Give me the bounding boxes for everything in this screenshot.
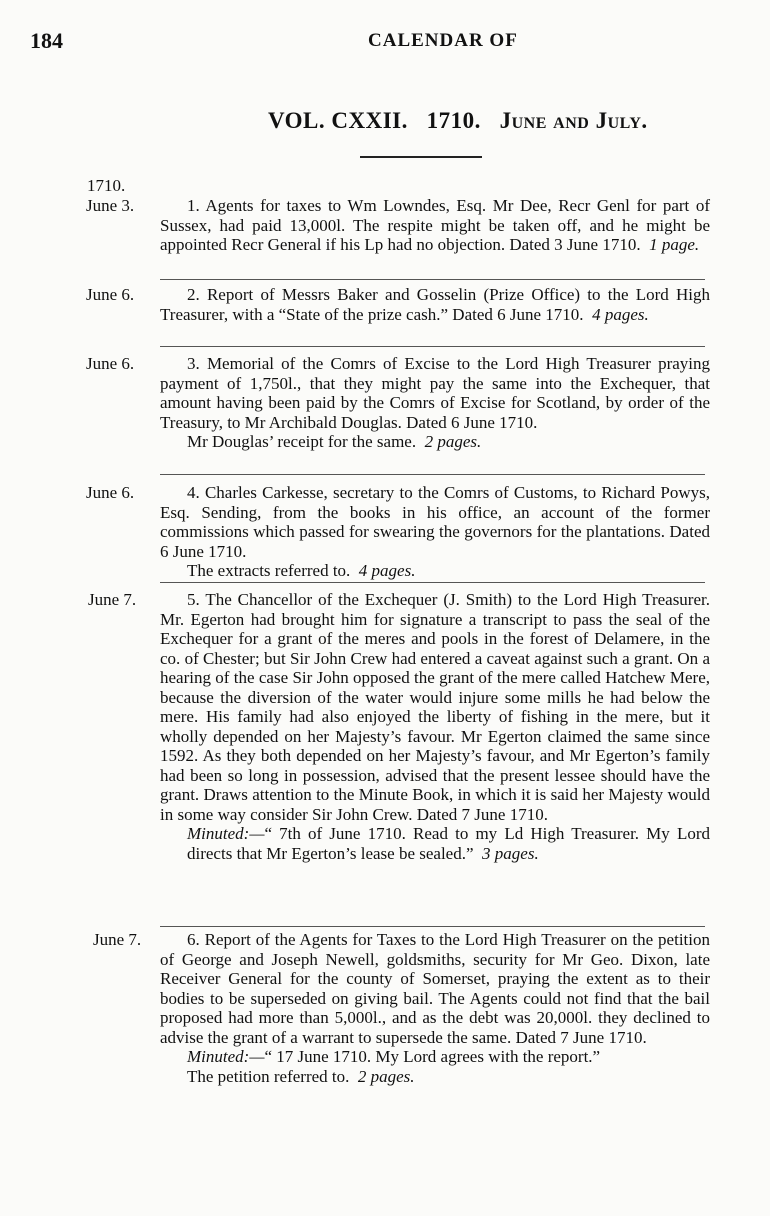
page-count: 2 pages. <box>424 432 482 451</box>
entry-divider <box>160 474 705 475</box>
entry-text: 3. Memorial of the Comrs of Excise to the Lord High Treasurer praying payment of 1,750l., that they might pay the same into the Exchequer, that amount having been paid by the Comrs of Excise for Scotland, by order of the Treasury, to Mr Archibald Douglas. Dated 6 June 1710. <box>160 354 710 432</box>
page-count: 4 pages. <box>592 304 649 324</box>
page-count: 2 pages. <box>357 1066 415 1086</box>
entry-text: 4. Charles Carkesse, secretary to the Comrs of Customs, to Richard Powys, Esq. Sending, from the books in his office, an account of the former commissions which passed for swearing the governors for the plantations. Dated 6 June 1710. <box>160 483 710 561</box>
minute-label: Minuted:— <box>187 824 265 843</box>
minute-text: “ 17 June 1710. My Lord agrees with the report.” <box>264 1047 601 1066</box>
entry-body <box>160 483 710 581</box>
entry-text: 2. Report of Messrs Baker and Gosselin (Prize Office) to the Lord High Treasurer, with a “State of the prize cash.” Dated 6 June 1710. <box>160 285 710 324</box>
running-title: CALENDAR OF <box>368 30 518 51</box>
volume-year: 1710. <box>426 108 481 133</box>
minute-text: “ 7th of June 1710. Read to my Ld High Treasurer. My Lord directs that Mr Egerton’s lease be sealed.” <box>187 824 710 863</box>
volume-months: June and July. <box>499 108 648 133</box>
entry-divider <box>160 346 705 347</box>
volume-heading <box>268 108 648 134</box>
entry-body <box>160 354 710 452</box>
entry-text: 5. The Chancellor of the Exchequer (J. Smith) to the Lord High Treasurer. Mr. Egerton had brought him for signature a transcript to pass the seal of the Exchequer for a grant of the meres and pools in the forest of Delamere, in the co. of Chester; but Sir John Crew had entered a caveat against such a grant. On a hearing of the case Sir John opposed the grant of the mere called Hatchew Mere, because the diversion of the water would injure some mills he had below the mere. His family had also enjoyed the liberty of fishing in the mere, but it wholly depended on her Majesty’s favour. Mr Egerton claimed the same since 1592. As they both depended on her Majesty’s favour, and Mr Egerton’s family had been so long in possession, advised that the present lessee should have the grant. Draws attention to the Minute Book, in which it is said her Majesty would in some way consider Sir John Crew. Dated 7 June 1710. <box>160 590 710 824</box>
entry-date: June 6. <box>86 354 135 373</box>
volume-number: VOL. CXXII. <box>268 108 408 133</box>
entry-enclosure: The extracts referred to. <box>187 561 351 580</box>
page-count: 4 pages. <box>358 561 416 580</box>
entry-date: June 3. <box>86 196 135 215</box>
minute-label: Minuted:— <box>187 1047 265 1066</box>
entry-enclosure: Mr Douglas’ receipt for the same. <box>187 432 417 451</box>
page-number: 184 <box>30 28 63 53</box>
page-count: 1 page. <box>649 235 700 254</box>
entry-date: June 7. <box>88 590 137 609</box>
entry-divider <box>160 582 705 583</box>
entry-divider <box>160 279 705 280</box>
year-label: 1710. <box>87 176 126 195</box>
entry-body <box>160 285 710 324</box>
entry-date: June 6. <box>86 285 135 304</box>
entry-body <box>160 196 710 255</box>
entry-divider <box>160 926 705 927</box>
entry-body <box>160 930 710 1086</box>
heading-rule <box>360 156 482 158</box>
entry-date: June 6. <box>86 483 135 502</box>
entry-text: 1. Agents for taxes to Wm Lowndes, Esq. Mr Dee, Recr Genl for part of Sussex, had paid 13,000l. The respite might be taken off, and he might be appointed Recr General if his Lp had no objection. Dated 3 June 1710. <box>160 196 710 254</box>
entry-text: 6. Report of the Agents for Taxes to the Lord High Treasurer on the petition of George and Joseph Newell, goldsmiths, security for Mr Geo. Dixon, late Receiver General for the county of Somerset, praying the extent as to their bodies to be superseded on giving bail. The Agents could not find that the bail proposed had more than 5,000l., and as the debt was 20,000l. they declined to advise the grant of a warrant to supersede the same. Dated 7 June 1710. <box>160 930 710 1047</box>
entry-date: June 7. <box>93 930 142 949</box>
entry-enclosure: The petition referred to. <box>187 1066 350 1086</box>
page-count: 3 pages. <box>482 843 539 863</box>
entry-body <box>160 590 710 863</box>
